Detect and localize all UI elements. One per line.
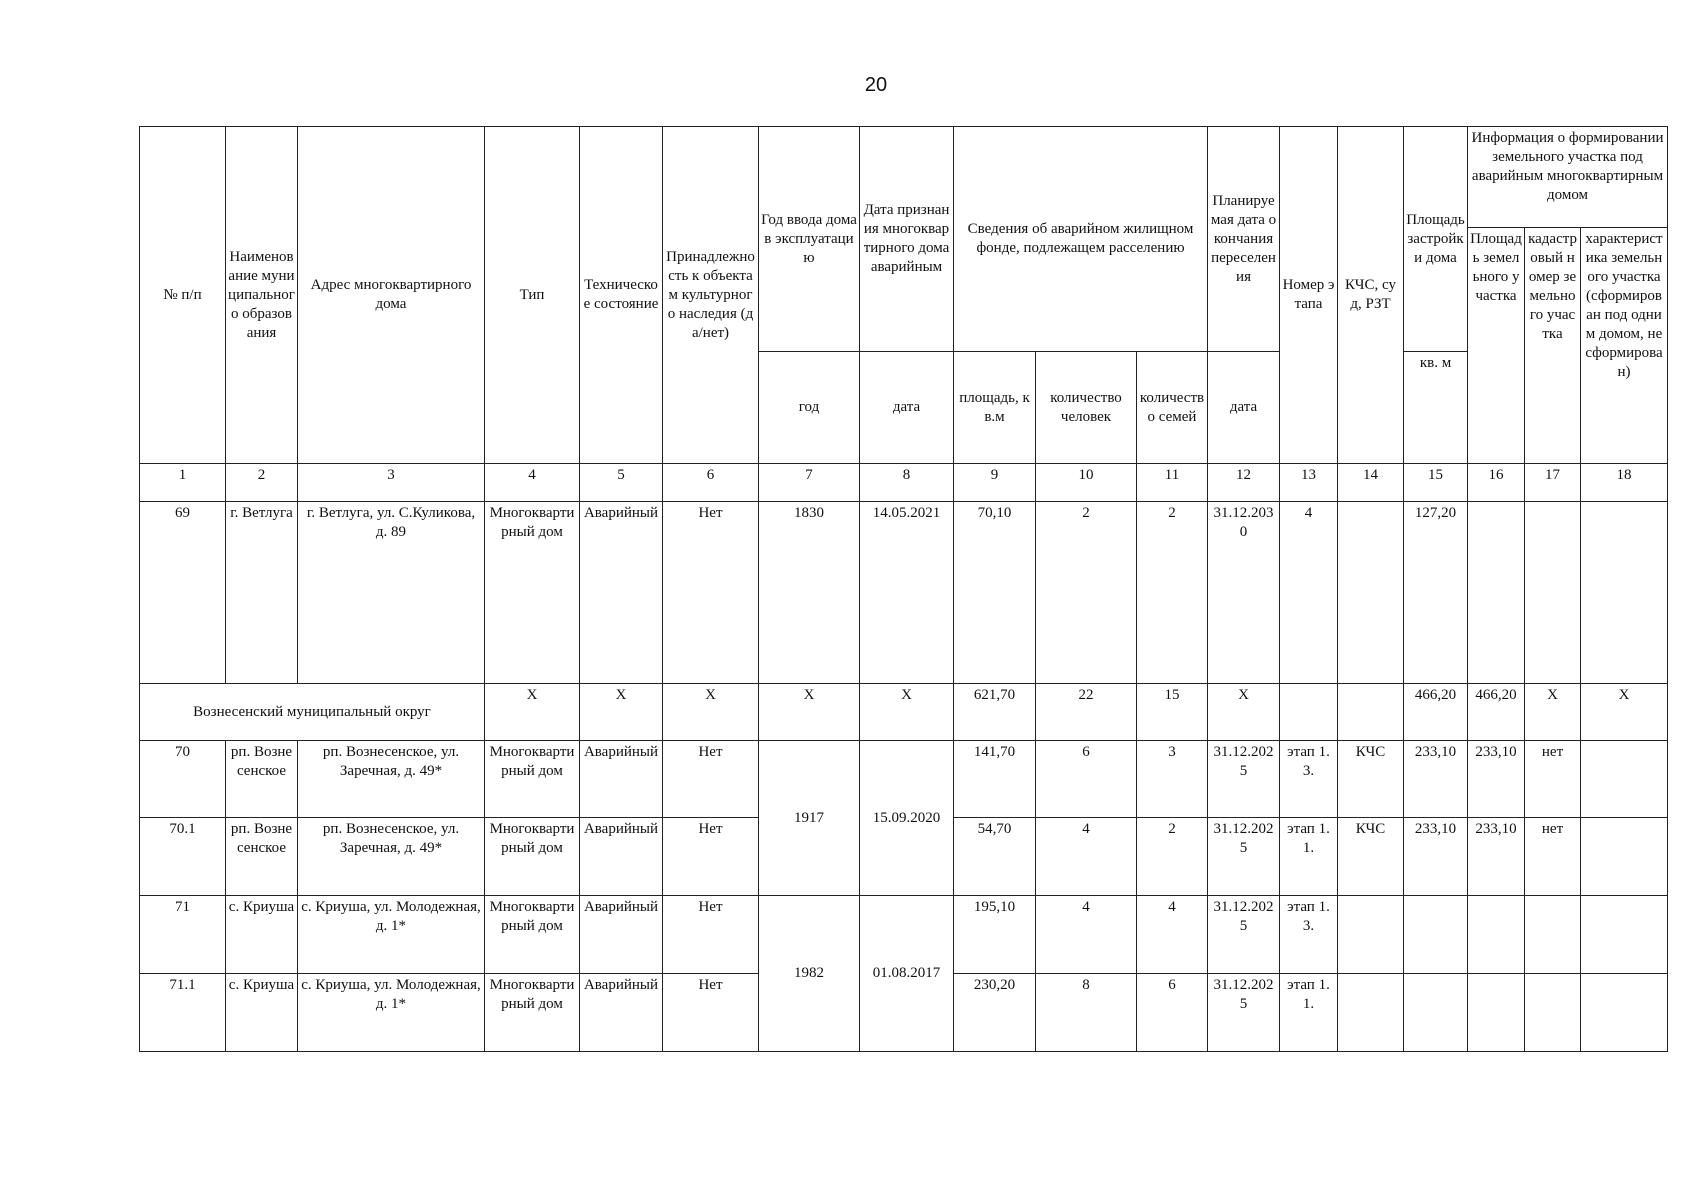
column-number: 17 [1525, 464, 1581, 502]
column-numbers-row [140, 464, 1668, 502]
summary-cell: Х [580, 684, 663, 741]
technical-state: Аварийный [580, 741, 663, 818]
row-number: 70 [140, 741, 226, 818]
fund-area: 54,70 [954, 818, 1036, 896]
address: рп. Вознесенское, ул. Заречная, д. 49* [298, 741, 485, 818]
people-count: 8 [1036, 974, 1137, 1052]
heritage: Нет [663, 502, 759, 684]
column-number: 12 [1208, 464, 1280, 502]
summary-cell: Х [485, 684, 580, 741]
row-number: 70.1 [140, 818, 226, 896]
house-type: Многоквартирный дом [485, 502, 580, 684]
column-number: 9 [954, 464, 1036, 502]
table-row [140, 502, 1668, 684]
column-number: 15 [1404, 464, 1468, 502]
cadastral-number [1525, 502, 1581, 684]
column-number: 11 [1137, 464, 1208, 502]
planned-end-date: 31.12.2025 [1208, 741, 1280, 818]
municipality: г. Ветлуга [226, 502, 298, 684]
heritage: Нет [663, 896, 759, 974]
summary-cell: Х [663, 684, 759, 741]
table-row [140, 896, 1668, 974]
municipality: рп. Вознесенское [226, 741, 298, 818]
recognition-date: 14.05.2021 [860, 502, 954, 684]
column-number: 4 [485, 464, 580, 502]
header-technical-state: Техническое состояние [580, 127, 663, 464]
commission-year: 1982 [759, 896, 860, 1052]
house-type: Многоквартирный дом [485, 896, 580, 974]
municipality: рп. Вознесенское [226, 818, 298, 896]
header-number: № п/п [140, 127, 226, 464]
stage-number: этап 1.1. [1280, 818, 1338, 896]
header-fund-info: Сведения об аварийном жилищном фонде, подлежащем расселению [954, 127, 1208, 352]
summary-cell: Х [1581, 684, 1668, 741]
column-number: 3 [298, 464, 485, 502]
fund-area: 230,20 [954, 974, 1036, 1052]
kchs [1338, 896, 1404, 974]
summary-area: 621,70 [954, 684, 1036, 741]
summary-row [140, 684, 1668, 741]
commission-year: 1917 [759, 741, 860, 896]
emergency-housing-table [139, 126, 1668, 1052]
land-characteristic [1581, 818, 1668, 896]
kchs [1338, 502, 1404, 684]
summary-cell [1338, 684, 1404, 741]
land-area [1468, 974, 1525, 1052]
fund-area: 195,10 [954, 896, 1036, 974]
address: г. Ветлуга, ул. С.Куликова, д. 89 [298, 502, 485, 684]
summary-people: 22 [1036, 684, 1137, 741]
commission-year: 1830 [759, 502, 860, 684]
land-characteristic [1581, 974, 1668, 1052]
column-number: 6 [663, 464, 759, 502]
technical-state: Аварийный [580, 502, 663, 684]
people-count: 6 [1036, 741, 1137, 818]
page-number: 20 [864, 74, 888, 96]
header-stage-number: Номер этапа [1280, 127, 1338, 464]
summary-cell: Х [1525, 684, 1581, 741]
cadastral-number: нет [1525, 818, 1581, 896]
header-planned-end-date: Планируемая дата окончания переселения [1208, 127, 1280, 352]
people-count: 4 [1036, 818, 1137, 896]
technical-state: Аварийный [580, 818, 663, 896]
house-type: Многоквартирный дом [485, 974, 580, 1052]
stage-number: этап 1.3. [1280, 741, 1338, 818]
stage-number: этап 1.1. [1280, 974, 1338, 1052]
header-municipality: Наименование муниципального образования [226, 127, 298, 464]
family-count: 2 [1137, 502, 1208, 684]
summary-cell [1280, 684, 1338, 741]
planned-end-date: 31.12.2025 [1208, 818, 1280, 896]
subheader-families: количество семей [1137, 352, 1208, 464]
summary-cell: Х [860, 684, 954, 741]
cadastral-number [1525, 974, 1581, 1052]
land-area [1468, 896, 1525, 974]
summary-label: Вознесенский муниципальный округ [140, 684, 485, 741]
family-count: 3 [1137, 741, 1208, 818]
family-count: 4 [1137, 896, 1208, 974]
header-address: Адрес многоквартирного дома [298, 127, 485, 464]
header-land-area: Площадь земельного участка [1468, 228, 1525, 464]
header-commission-year: Год ввода дома в эксплуатацию [759, 127, 860, 352]
header-recognition-date: Дата признания многоквартирного дома аварийным [860, 127, 954, 352]
build-area: 233,10 [1404, 741, 1468, 818]
header-land-info: Информация о формировании земельного участка под аварийным многоквартирным домом [1468, 127, 1668, 228]
fund-area: 141,70 [954, 741, 1036, 818]
subheader-build-area-unit: кв. м [1404, 352, 1468, 464]
planned-end-date: 31.12.2025 [1208, 974, 1280, 1052]
header-heritage: Принадлежность к объектам культурного наследия (да/нет) [663, 127, 759, 464]
subheader-people: количество человек [1036, 352, 1137, 464]
column-number: 10 [1036, 464, 1137, 502]
land-characteristic [1581, 741, 1668, 818]
header-kchs: КЧС, суд, РЗТ [1338, 127, 1404, 464]
row-number: 71.1 [140, 974, 226, 1052]
fund-area: 70,10 [954, 502, 1036, 684]
column-number: 14 [1338, 464, 1404, 502]
summary-cell: Х [1208, 684, 1280, 741]
summary-land-area: 466,20 [1468, 684, 1525, 741]
build-area: 127,20 [1404, 502, 1468, 684]
address: рп. Вознесенское, ул. Заречная, д. 49* [298, 818, 485, 896]
heritage: Нет [663, 818, 759, 896]
people-count: 2 [1036, 502, 1137, 684]
row-number: 71 [140, 896, 226, 974]
kchs [1338, 974, 1404, 1052]
technical-state: Аварийный [580, 974, 663, 1052]
family-count: 6 [1137, 974, 1208, 1052]
header-land-characteristic: характеристика земельного участка (сформирован под одним домом, не сформирован) [1581, 228, 1668, 464]
land-characteristic [1581, 896, 1668, 974]
column-number: 8 [860, 464, 954, 502]
municipality: с. Криуша [226, 896, 298, 974]
column-number: 2 [226, 464, 298, 502]
column-number: 1 [140, 464, 226, 502]
technical-state: Аварийный [580, 896, 663, 974]
address: с. Криуша, ул. Молодежная, д. 1* [298, 974, 485, 1052]
planned-end-date: 31.12.2025 [1208, 896, 1280, 974]
table-row [140, 741, 1668, 818]
planned-end-date: 31.12.2030 [1208, 502, 1280, 684]
house-type: Многоквартирный дом [485, 818, 580, 896]
stage-number: этап 1.3. [1280, 896, 1338, 974]
stage-number: 4 [1280, 502, 1338, 684]
land-area [1468, 502, 1525, 684]
kchs: КЧС [1338, 818, 1404, 896]
column-number: 16 [1468, 464, 1525, 502]
heritage: Нет [663, 974, 759, 1052]
summary-families: 15 [1137, 684, 1208, 741]
column-number: 5 [580, 464, 663, 502]
house-type: Многоквартирный дом [485, 741, 580, 818]
subheader-date: дата [860, 352, 954, 464]
summary-build-area: 466,20 [1404, 684, 1468, 741]
header-cadastral-number: кадастровый номер земельного участка [1525, 228, 1581, 464]
family-count: 2 [1137, 818, 1208, 896]
subheader-year: год [759, 352, 860, 464]
header-build-area: Площадь застройки дома [1404, 127, 1468, 352]
build-area [1404, 896, 1468, 974]
kchs: КЧС [1338, 741, 1404, 818]
cadastral-number: нет [1525, 741, 1581, 818]
row-number: 69 [140, 502, 226, 684]
subheader-area: площадь, кв.м [954, 352, 1036, 464]
land-area: 233,10 [1468, 818, 1525, 896]
address: с. Криуша, ул. Молодежная, д. 1* [298, 896, 485, 974]
recognition-date: 01.08.2017 [860, 896, 954, 1052]
column-number: 18 [1581, 464, 1668, 502]
municipality: с. Криуша [226, 974, 298, 1052]
people-count: 4 [1036, 896, 1137, 974]
summary-cell: Х [759, 684, 860, 741]
land-area: 233,10 [1468, 741, 1525, 818]
heritage: Нет [663, 741, 759, 818]
column-number: 13 [1280, 464, 1338, 502]
build-area: 233,10 [1404, 818, 1468, 896]
land-characteristic [1581, 502, 1668, 684]
subheader-end-date: дата [1208, 352, 1280, 464]
column-number: 7 [759, 464, 860, 502]
cadastral-number [1525, 896, 1581, 974]
recognition-date: 15.09.2020 [860, 741, 954, 896]
header-type: Тип [485, 127, 580, 464]
build-area [1404, 974, 1468, 1052]
